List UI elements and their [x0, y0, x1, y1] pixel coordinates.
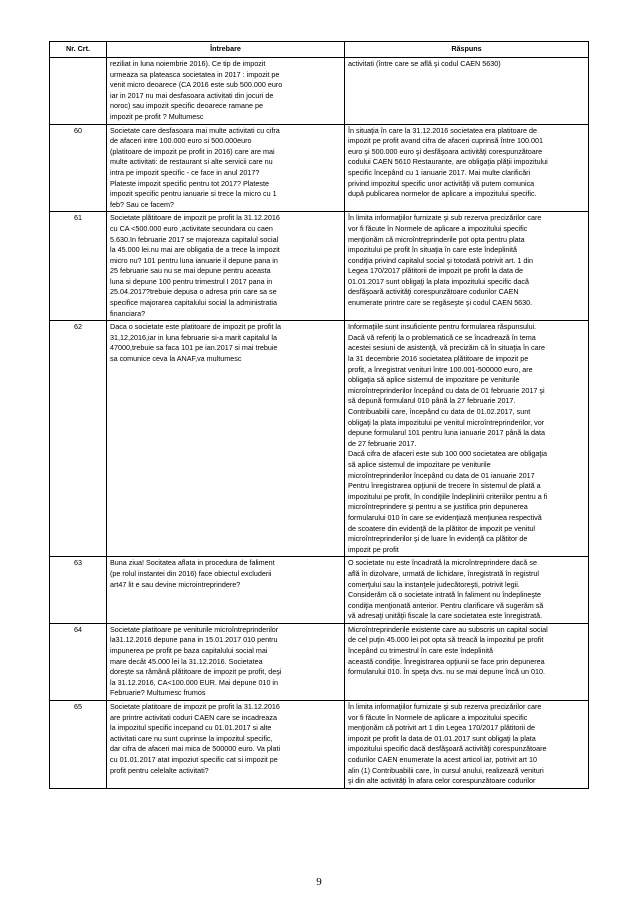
answer-cell [345, 557, 589, 624]
answer-line: de cel puţin 45.000 lei pot opta să treacă la impozitul pe profit [348, 635, 544, 645]
question-cell [107, 557, 345, 624]
table-row [50, 701, 589, 789]
answer-line: depune formularul 101 pentru luna ianuarie 2017 până la data [348, 428, 546, 438]
answer-line: privind impozitul specific unor activităţi vă putem comunica [348, 178, 535, 188]
question-line: are printre activitati coduri CAEN care se incadreaza [110, 712, 277, 722]
question-line: impozit pe profit ? Multumesc [110, 111, 204, 121]
answer-cell [345, 623, 589, 700]
question-cell [107, 212, 345, 321]
answer-line: 01.01.2017 sunt obligaţi la plata impozitului specific dacă [348, 276, 530, 286]
answer-line: impozitului pe profit în situaţia în care este îndeplinită [348, 245, 518, 255]
question-line: cu CA <500.000 euro ,activitate secundara cu caen [110, 223, 273, 233]
answer-line: începând cu trimestrul în care este îndeplinită [348, 646, 494, 656]
header-raspuns: Răspuns [345, 42, 589, 58]
question-line: sa comunice ceva la ANAF,va multumesc [110, 354, 242, 364]
answer-line: obligaţi la plata impozitului pe venitul microîntreprinderilor, vor [348, 417, 545, 427]
answer-line: Microîntreprinderile existente care au subscris un capital social [348, 624, 548, 634]
answer-line: specific începând cu 1 ianuarie 2017. Mai multe clarificări [348, 167, 531, 177]
table-row [50, 623, 589, 700]
answer-line: condiţia menţionată anterior. Pentru clarificare vă sugerăm să [348, 600, 544, 610]
question-line: intra pe impozit specific - ce face in anul 2017? [110, 167, 260, 177]
answer-line: microîntreprinderilor şi de luare în evidenţă ca plătitor de [348, 534, 528, 544]
table-header-row [50, 42, 589, 58]
answer-line: euro şi 500.000 euro şi desfăşoara activităţi corespunzătoare [348, 146, 543, 156]
answer-line: să depună formularul 010 până la 27 februarie 2017. [348, 396, 516, 406]
page-number: 9 [316, 876, 322, 888]
question-cell [107, 701, 345, 789]
question-line: luna si depune 100 pentru trimestrul I 2017 pana in [110, 276, 273, 286]
answer-line: În limita informaţiilor furnizate şi sub rezerva precizărilor care [348, 702, 542, 712]
answer-line: menţionăm că potrivit art 1 din Legea 170/2017 plătitorii de [348, 723, 535, 733]
answer-line: Contribuabilii care, începând cu data de 01.02.2017, sunt [348, 407, 531, 416]
answer-line: microîntreprinderilor începând cu data de 01 ianuarie 2017 [348, 470, 535, 480]
answer-line: acestei sesiuni de asistenţă, vă precizăm că în situaţia în care [348, 343, 545, 353]
question-line: Societate care desfasoara mai multe activitati cu cifra [110, 125, 280, 135]
row-number [50, 58, 107, 125]
question-line: (pe rolul instantei din 2016) face obiectul excluderii [110, 568, 272, 578]
question-line: 31,12,2016,iar in luna februarie si-a marit capitalul la [110, 332, 278, 342]
answer-line: menţionăm că microîntreprinderile pot opta pentru plata [348, 234, 525, 244]
answer-line: microîntreprindere şi pentru a se justifica prin depunerea [348, 502, 528, 512]
answer-line: şi din alte activităţi în afara celor corespunzătoare codurilor [348, 776, 536, 786]
question-line: 25 februarie sau nu se mai depune pentru aceasta [110, 266, 271, 276]
question-line: Societate platitoare de impozit pe profit la 31.12.2016 [110, 702, 280, 712]
table-row [50, 557, 589, 624]
question-line: Buna ziua! Socitatea aflata in procedura de faliment [110, 558, 275, 568]
answer-line: află în dizolvare, urmată de lichidare, înregistrată în registrul [348, 568, 539, 578]
answer-line: Pentru înregistrarea opţiunii de trecere în sistemul de plată a [348, 481, 541, 491]
question-cell [107, 58, 345, 125]
table-row [50, 58, 589, 125]
question-line: iar in 2017 nu mai desfasoara activitati din jocuri de [110, 90, 274, 100]
question-line: impunerea pe profit pe baza capitalului social mai [110, 646, 268, 656]
question-line: Februarie? Multumesc frumos [110, 688, 206, 698]
table-row [50, 212, 589, 321]
answer-line: În limita informaţiilor furnizate şi sub rezerva precizărilor care [348, 213, 542, 223]
question-line: doreşte sa rămână plătitoare de impozit pe profit, deşi [110, 667, 282, 677]
table-row [50, 321, 589, 557]
answer-line: enumerate printre care se regăseşte şi codul CAEN 5630. [348, 298, 533, 308]
answer-line: la 31 decembrie 2016 societatea plătitoare de impozit pe [348, 354, 529, 364]
answer-line: Dacă vă referiţi la o problematică ce se încadrează în tema [348, 332, 536, 342]
question-line: 25.04.2017?trebuie depusa o adresa prin care sa se [110, 287, 277, 297]
qa-table [49, 41, 589, 789]
answer-line: de scoatere din evidenţă de la plătitor de impozit pe venitul [348, 523, 535, 533]
answer-line: O societate nu este încadrată la microîntreprindere dacă se [348, 558, 537, 568]
answer-line: Considerăm că o societate intrată în faliment nu îndeplineşte [348, 590, 541, 600]
answer-line: Dacă cifra de afaceri este sub 100 000 societatea are obligaţia [348, 449, 547, 459]
question-line: cu 01.01.2017 atat impoziut specific cat si impozit pe [110, 755, 278, 764]
question-line: (platitoare de impozit pe profit in 2016) care are mai [110, 146, 275, 156]
row-number: 61 [50, 212, 107, 321]
question-line: mare decât 45.000 lei la 31.12.2016. Societatea [110, 656, 263, 666]
question-line: reziliat in luna noiembrie 2016). Ce tip de impozit [110, 59, 266, 68]
answer-line: vor fi făcute în Normele de aplicare a impozitului specific [348, 712, 528, 722]
answer-line: după publicarea normelor de aplicare a impozitului specific. [348, 189, 537, 199]
question-line: Daca o societate este platitoare de impozit pe profit la [110, 322, 281, 332]
question-line: la impozitul specific incepand cu 01.01.2017 si alte [110, 723, 272, 733]
question-line: 47000,trebuie sa faca 101 pe ian.2017 si mai trebuie [110, 343, 278, 353]
question-line: activitati care nu sunt cuprinse la impozitul specific, [110, 733, 273, 743]
answer-line: vă adresaţi unităţii fiscale la care societatea este înregistrată. [348, 611, 543, 621]
question-line: la 31.12.2016, CA<100.000 EUR. Mai depune 010 in [110, 677, 279, 687]
question-line: profit pentru celelalte activitati? [110, 765, 209, 775]
question-line: micro nu? 101 pentru luna ianuarie il depune pana in [110, 255, 278, 265]
answer-line: formularului 010. În speţa dvs. nu se mai depune încă un 010. [348, 667, 545, 677]
answer-line: condiţia privind capitalul social şi totodată potrivit art. 1 din [348, 255, 533, 265]
question-line: feb? Sau ce facem? [110, 199, 174, 209]
question-line: art47 lit e sau devine microintreprindere? [110, 579, 241, 589]
row-number: 63 [50, 557, 107, 624]
question-line: venit micro deoarece (CA 2016 este sub 500.000 euro [110, 80, 283, 90]
question-line: 5.630.In februarie 2017 se majoreaza capitalul social [110, 234, 279, 244]
answer-line: impozitului pe profit, în condiţiile îndeplinirii criteriilor pentru a fi [348, 491, 548, 501]
answer-cell [345, 58, 589, 125]
answer-line: profit, a înregistrat venituri între 100.001-500000 euro, are [348, 364, 533, 374]
answer-line: codului CAEN 5610 Restaurante, are obligaţia plăţii impozitului [348, 157, 548, 167]
answer-line: codurilor CAEN enumerate la acest articol iar, potrivit art 10 [348, 755, 537, 764]
question-cell [107, 124, 345, 212]
table-body [50, 58, 589, 789]
answer-line: activitati (între care se află şi codul CAEN 5630) [348, 59, 501, 68]
question-cell [107, 321, 345, 557]
answer-line: de 27 februarie 2017. [348, 438, 417, 448]
question-line: urmeaza sa plateasca societatea in 2017 : impozit pe [110, 69, 280, 79]
question-line: la 45.000 lei.nu mai are obligatia de a trece la impozit [110, 245, 280, 255]
header-nr-crt: Nr. Crt. [50, 42, 107, 58]
answer-line: desfăşoară activităţi corespunzătoare codurilor CAEN [348, 287, 519, 297]
answer-cell [345, 212, 589, 321]
question-line: specifice majorarea capitalului social la administratia [110, 298, 277, 308]
question-line: Societate platitoare pe veniturile microîntreprinderilor [110, 624, 279, 634]
answer-line: vor fi făcute în Normele de aplicare a impozitului specific [348, 223, 528, 233]
answer-line: În situaţia în care la 31.12.2016 societatea era platitoare de [348, 125, 537, 135]
answer-line: impozit pe profit avand cifra de afaceri cuprinsă între 100.001 [348, 136, 543, 146]
answer-line: alin (1) Contribuabilii care, în cursul anului, realizează venituri [348, 765, 544, 775]
row-number: 62 [50, 321, 107, 557]
question-cell [107, 623, 345, 700]
answer-line: obligaţia să aplice sistemul de impozitare pe veniturile [348, 375, 520, 385]
question-line: noroc) sau impozit specific deoarece ramane pe [110, 101, 264, 111]
row-number: 60 [50, 124, 107, 212]
question-line: financiara? [110, 308, 146, 318]
answer-line: această condiţie. Înregistrarea opţiunii se face prin depunerea [348, 656, 545, 666]
question-line: Societate plătitoare de impozit pe profit la 31.12.2016 [110, 213, 280, 223]
row-number: 64 [50, 623, 107, 700]
question-line: de afaceri intre 100.000 euro si 500.000euro [110, 136, 252, 146]
answer-cell [345, 321, 589, 557]
table-row [50, 124, 589, 212]
header-intrebare: Întrebare [107, 42, 345, 58]
answer-line: microîntreprinderilor începând cu data de 01 februarie 2017 şi [348, 385, 545, 395]
question-line: la31.12.2016 depune pana in 15.01.2017 010 pentru [110, 635, 278, 645]
answer-line: formularului 010 în care se evidenţiază menţiunea respectivă [348, 512, 542, 522]
question-line: impozit specific pentru ianuarie si trece la micro cu 1 [110, 189, 277, 199]
answer-cell [345, 701, 589, 789]
question-line: dar cifra de afaceri mai mica de 500000 euro. Va plati [110, 744, 281, 754]
answer-line: Legea 170/2017 plătitorii de impozit pe profit la data de [348, 266, 524, 276]
row-number: 65 [50, 701, 107, 789]
question-line: Plateste impozit specific pentru tot 2017? Plateste [110, 178, 270, 188]
answer-line: impozitului specific dacă desfăşoară activităţi corespunzătoare [348, 744, 547, 754]
answer-line: comerţului sau la instanţele judecătoreşti, potrivit legii. [348, 579, 520, 589]
answer-line: să aplice sistemul de impozitare pe veniturile [348, 459, 491, 469]
answer-line: impozit pe profit la data de 01.01.2017 sunt obligaţi la plata [348, 733, 536, 743]
answer-cell [345, 124, 589, 212]
answer-line: Informaţiile sunt insuficiente pentru formularea răspunsului. [348, 322, 537, 332]
question-line: multe activitati: de restaurant si alte servicii care nu [110, 157, 273, 167]
answer-line: impozit pe profit [348, 544, 399, 554]
